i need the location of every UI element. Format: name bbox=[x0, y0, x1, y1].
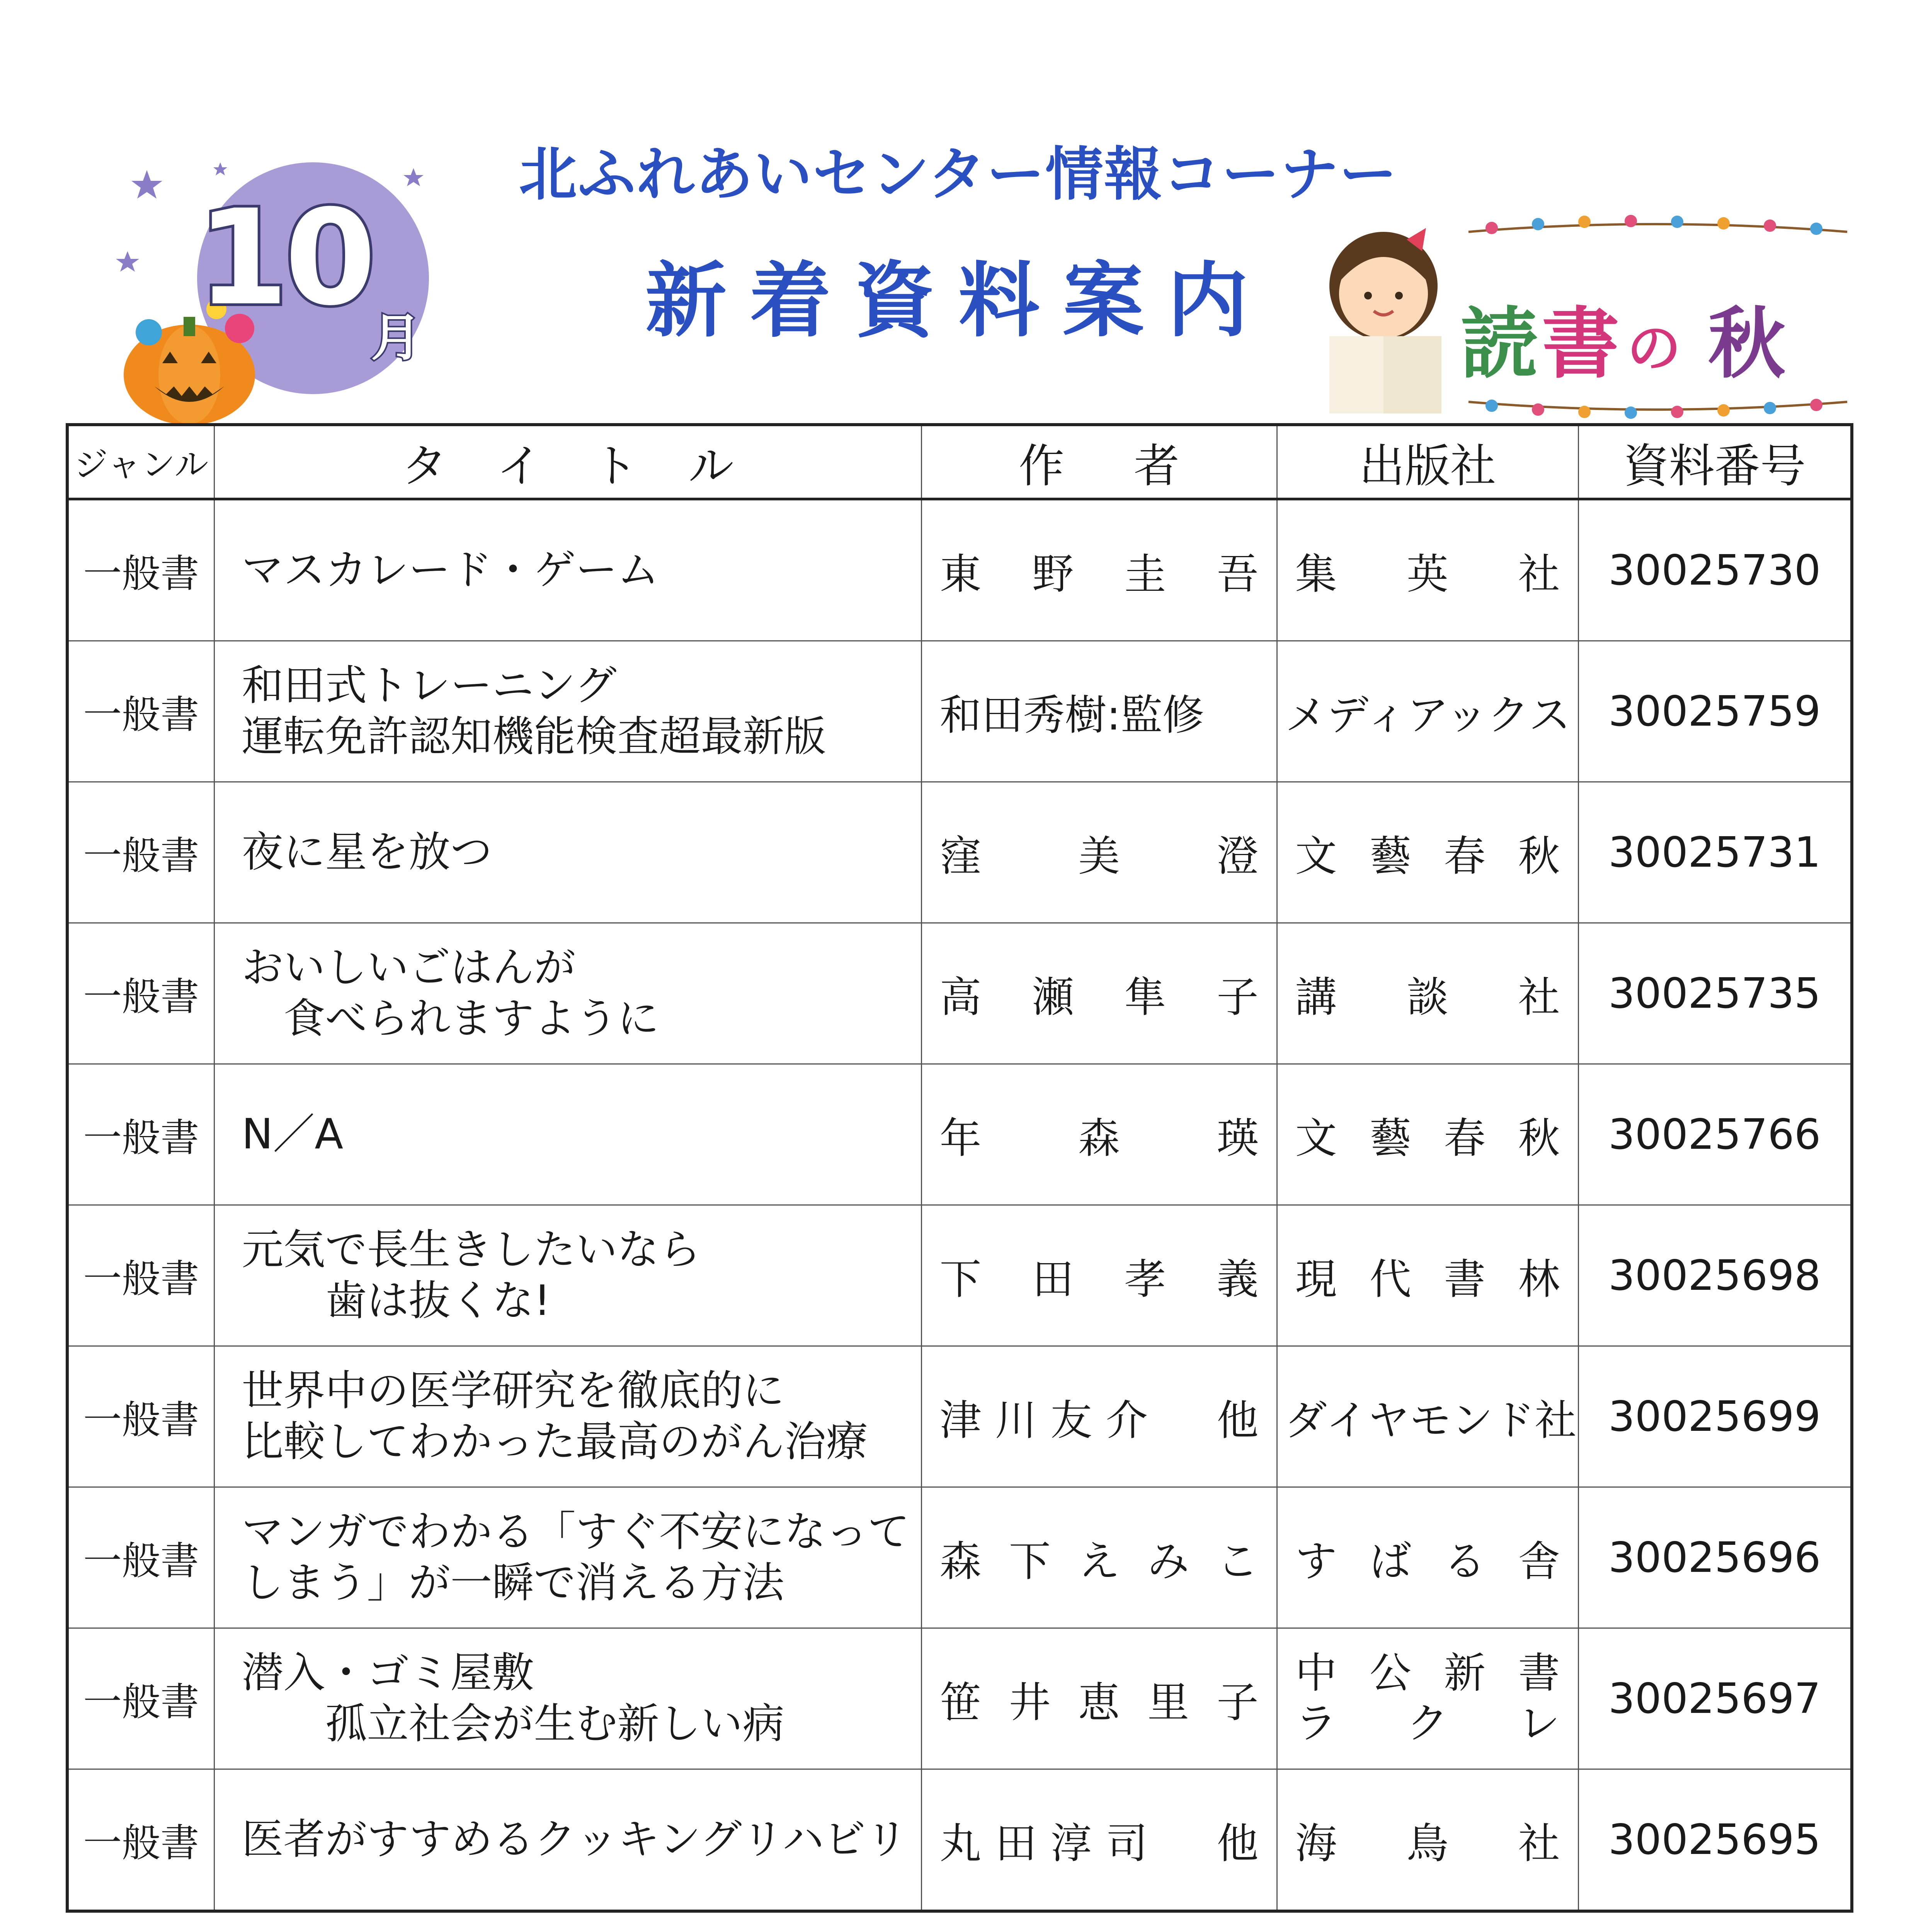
column-header-genre: ジャンル bbox=[67, 425, 214, 499]
genre-cell: 一般書 bbox=[67, 1628, 214, 1769]
genre-cell: 一般書 bbox=[67, 1769, 214, 1912]
publisher-text: 集英社 bbox=[1295, 550, 1560, 599]
author-cell bbox=[921, 641, 1277, 782]
publisher-text: ダイヤモンド社 bbox=[1285, 1396, 1577, 1445]
table-row bbox=[67, 1205, 1852, 1346]
genre-cell: 一般書 bbox=[67, 1064, 214, 1205]
title-line: マンガでわかる「すぐ不安になって bbox=[242, 1508, 910, 1556]
id-cell: 30025699 bbox=[1578, 1346, 1852, 1487]
publisher-text: 中公新書 bbox=[1295, 1649, 1560, 1698]
title-cell bbox=[214, 1769, 921, 1912]
table-header-row bbox=[67, 425, 1852, 499]
month-unit: 月 bbox=[371, 308, 422, 367]
id-cell: 30025697 bbox=[1578, 1628, 1852, 1769]
publisher-cell bbox=[1277, 1769, 1578, 1912]
author-cell bbox=[921, 1769, 1277, 1912]
genre-cell: 一般書 bbox=[67, 782, 214, 923]
author-text: 高瀬隼子 bbox=[939, 973, 1259, 1022]
title-line: 夜に星を放つ bbox=[242, 828, 492, 877]
author-cell bbox=[921, 1064, 1277, 1205]
title-cell bbox=[214, 1346, 921, 1487]
author-cell bbox=[921, 1487, 1277, 1628]
author-text: 下田孝義 bbox=[939, 1255, 1259, 1304]
author-cell bbox=[921, 1628, 1277, 1769]
author-cell bbox=[921, 923, 1277, 1064]
id-cell: 30025731 bbox=[1578, 782, 1852, 923]
genre-cell: 一般書 bbox=[67, 641, 214, 782]
publisher-text-line2: ラクレ bbox=[1295, 1699, 1560, 1748]
publisher-cell bbox=[1277, 641, 1578, 782]
publisher-cell bbox=[1277, 1628, 1578, 1769]
publisher-text: メディアックス bbox=[1285, 691, 1571, 740]
table-row bbox=[67, 923, 1852, 1064]
publisher-text: 講談社 bbox=[1295, 973, 1560, 1022]
publisher-text: 文藝春秋 bbox=[1295, 832, 1560, 881]
column-header-publisher: 出版社 bbox=[1277, 425, 1578, 499]
season-char-2: 書 bbox=[1542, 299, 1620, 389]
month-number: 10 bbox=[197, 182, 373, 335]
id-cell: 30025759 bbox=[1578, 641, 1852, 782]
title-cell bbox=[214, 1064, 921, 1205]
title-cell bbox=[214, 1628, 921, 1769]
table-row bbox=[67, 782, 1852, 923]
author-text: 窪美澄 bbox=[939, 832, 1259, 881]
title-cell bbox=[214, 782, 921, 923]
genre-cell: 一般書 bbox=[67, 1346, 214, 1487]
title-line: おいしいごはんが bbox=[242, 944, 576, 992]
title-cell bbox=[214, 499, 921, 641]
title-cell bbox=[214, 923, 921, 1064]
column-header-title: タイトル bbox=[214, 425, 921, 499]
title-line: マスカレード・ゲーム bbox=[242, 546, 659, 595]
title-line: 比較してわかった最高のがん治療 bbox=[242, 1418, 868, 1466]
publisher-cell bbox=[1277, 1205, 1578, 1346]
id-cell: 30025766 bbox=[1578, 1064, 1852, 1205]
title-line: N／A bbox=[242, 1110, 344, 1159]
publisher-cell bbox=[1277, 782, 1578, 923]
author-text: 森下えみこ bbox=[939, 1537, 1259, 1586]
author-cell bbox=[921, 499, 1277, 641]
genre-cell: 一般書 bbox=[67, 1487, 214, 1628]
publisher-cell bbox=[1277, 1064, 1578, 1205]
table-row bbox=[67, 1064, 1852, 1205]
org-title: 北ふれあいセンター情報コーナー bbox=[519, 141, 1398, 208]
table-row bbox=[67, 1346, 1852, 1487]
column-header-author: 作者 bbox=[921, 425, 1277, 499]
title-line: 医者がすすめるクッキングリハビリ bbox=[242, 1815, 908, 1864]
page-title: 新着資料案内 bbox=[645, 253, 1271, 348]
table-row bbox=[67, 1487, 1852, 1628]
id-cell: 30025698 bbox=[1578, 1205, 1852, 1346]
publisher-cell bbox=[1277, 499, 1578, 641]
title-cell bbox=[214, 641, 921, 782]
id-cell: 30025735 bbox=[1578, 923, 1852, 1064]
column-header-id: 資料番号 bbox=[1578, 425, 1852, 499]
title-line: しまう」が一瞬で消える方法 bbox=[242, 1559, 784, 1607]
author-text: 東野圭吾 bbox=[939, 550, 1259, 599]
publisher-text: すばる舎 bbox=[1295, 1537, 1560, 1586]
publisher-text: 海鳥社 bbox=[1295, 1819, 1560, 1868]
genre-cell: 一般書 bbox=[67, 923, 214, 1064]
new-arrivals-table bbox=[66, 423, 1853, 1913]
author-text: 年森瑛 bbox=[939, 1114, 1259, 1163]
title-cell bbox=[214, 1487, 921, 1628]
publisher-cell bbox=[1277, 923, 1578, 1064]
title-line: 歯は抜くな! bbox=[242, 1277, 551, 1325]
title-line: 食べられますように bbox=[242, 995, 659, 1043]
title-cell bbox=[214, 1205, 921, 1346]
title-line: 孤立社会が生む新しい病 bbox=[242, 1700, 784, 1748]
author-text: 和田秀樹:監修 bbox=[939, 691, 1204, 740]
id-cell: 30025696 bbox=[1578, 1487, 1852, 1628]
author-cell bbox=[921, 1346, 1277, 1487]
season-char-4: 秋 bbox=[1708, 299, 1786, 389]
title-line: 和田式トレーニング bbox=[242, 662, 617, 710]
genre-cell: 一般書 bbox=[67, 499, 214, 641]
author-text: 笹井恵里子 bbox=[939, 1678, 1259, 1727]
genre-cell: 一般書 bbox=[67, 1205, 214, 1346]
title-line: 世界中の医学研究を徹底的に bbox=[242, 1367, 784, 1415]
publisher-cell bbox=[1277, 1346, 1578, 1487]
title-line: 元気で長生きしたいなら bbox=[242, 1226, 701, 1274]
publisher-cell bbox=[1277, 1487, 1578, 1628]
author-cell bbox=[921, 1205, 1277, 1346]
table-row bbox=[67, 499, 1852, 641]
table-row bbox=[67, 1769, 1852, 1912]
author-text: 津川友介 他 bbox=[939, 1396, 1259, 1445]
season-char-1: 読 bbox=[1461, 299, 1538, 389]
id-cell: 30025695 bbox=[1578, 1769, 1852, 1912]
title-line: 潜入・ゴミ屋敷 bbox=[242, 1649, 534, 1697]
season-char-3: の bbox=[1627, 317, 1681, 380]
title-line: 運転免許認知機能検査超最新版 bbox=[242, 713, 826, 761]
publisher-text: 文藝春秋 bbox=[1295, 1114, 1560, 1163]
author-text: 丸田淳司 他 bbox=[939, 1819, 1259, 1868]
id-cell: 30025730 bbox=[1578, 499, 1852, 641]
publisher-text: 現代書林 bbox=[1295, 1255, 1560, 1304]
author-cell bbox=[921, 782, 1277, 923]
table-row bbox=[67, 1628, 1852, 1769]
table-row bbox=[67, 641, 1852, 782]
